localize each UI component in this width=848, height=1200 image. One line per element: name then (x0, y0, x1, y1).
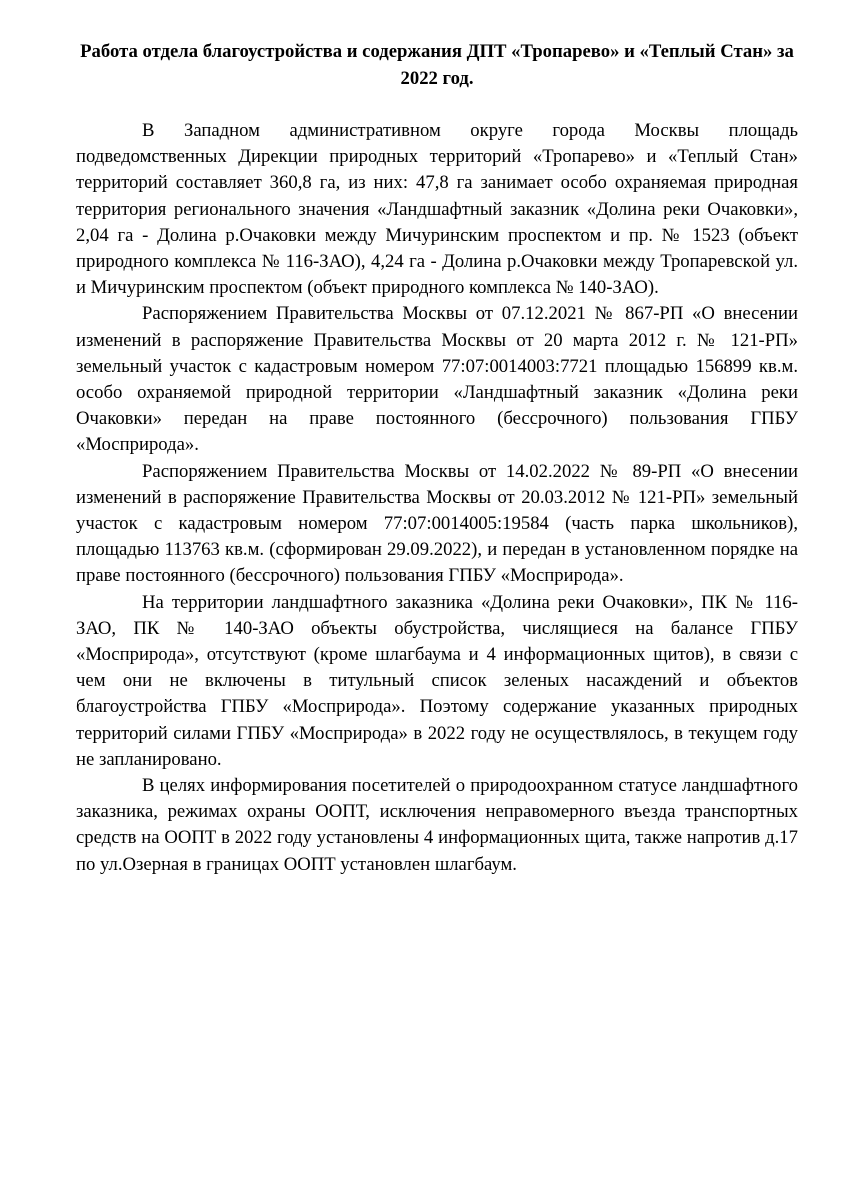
paragraph-order-867: Распоряжением Правительства Москвы от 07.12.2021 № 867-РП «О внесении изменений в распоряжение Правительства Москвы от 20 марта 2012 г. № 121-РП» земельный участок с кадастровым номером 77:07:0014003:7721 площадью 156899 кв.м. особо охраняемой природной территории «Ландшафтный заказник «Долина реки Очаковки» передан на праве постоянного (бессрочного) пользования ГПБУ «Мосприрода». (76, 303, 798, 456)
paragraph-facilities: На территории ландшафтного заказника «Долина реки Очаковки», ПК № 116-ЗАО, ПК № 140-ЗАО объекты обустройства, числящиеся на балансе ГПБУ «Мосприрода», отсутствуют (кроме шлагбаума и 4 информационных щитов), в связи с чем они не включены в титульный список зеленых насаждений и объектов благоустройства ГПБУ «Мосприрода». Поэтому содержание указанных природных территорий силами ГПБУ «Мосприрода» в 2022 году не осуществлялось, в текущем году не запланировано. (76, 591, 798, 770)
paragraph-territory-area: В Западном административном округе города Москвы площадь подведомственных Дирекции природных территорий «Тропарево» и «Теплый Стан» территорий составляет 360,8 га, из них: 47,8 га занимает особо охраняемая природная территория регионального значения «Ландшафтный заказник «Долина реки Очаковки», 2,04 га - Долина р.Очаковки между Мичуринским проспектом и пр. № 1523 (объект природного комплекса № 116-ЗАО), 4,24 га - Долина р.Очаковки между Тропаревской ул. и Мичуринским проспектом (объект природного комплекса № 140-ЗАО). (76, 120, 798, 299)
document-title: Работа отдела благоустройства и содержания ДПТ «Тропарево» и «Теплый Стан» за 2022 год. (80, 41, 794, 89)
paragraph-info-signs: В целях информирования посетителей о природоохранном статусе ландшафтного заказника, режимах охраны ООПТ, исключения неправомерного въезда транспортных средств на ООПТ в 2022 году установлены 4 информационных щита, также напротив д.17 по ул.Озерная в границах ООПТ установлен шлагбаум. (76, 775, 798, 875)
paragraph-order-89: Распоряжением Правительства Москвы от 14.02.2022 № 89-РП «О внесении изменений в распоряжение Правительства Москвы от 20.03.2012 № 121-РП» земельный участок с кадастровым номером 77:07:0014005:19584 (часть парка школьников), площадью 113763 кв.м. (сформирован 29.09.2022), и передан в установленном порядке на праве постоянного (бессрочного) пользования ГПБУ «Мосприрода». (76, 460, 798, 587)
document-page (76, 38, 798, 878)
